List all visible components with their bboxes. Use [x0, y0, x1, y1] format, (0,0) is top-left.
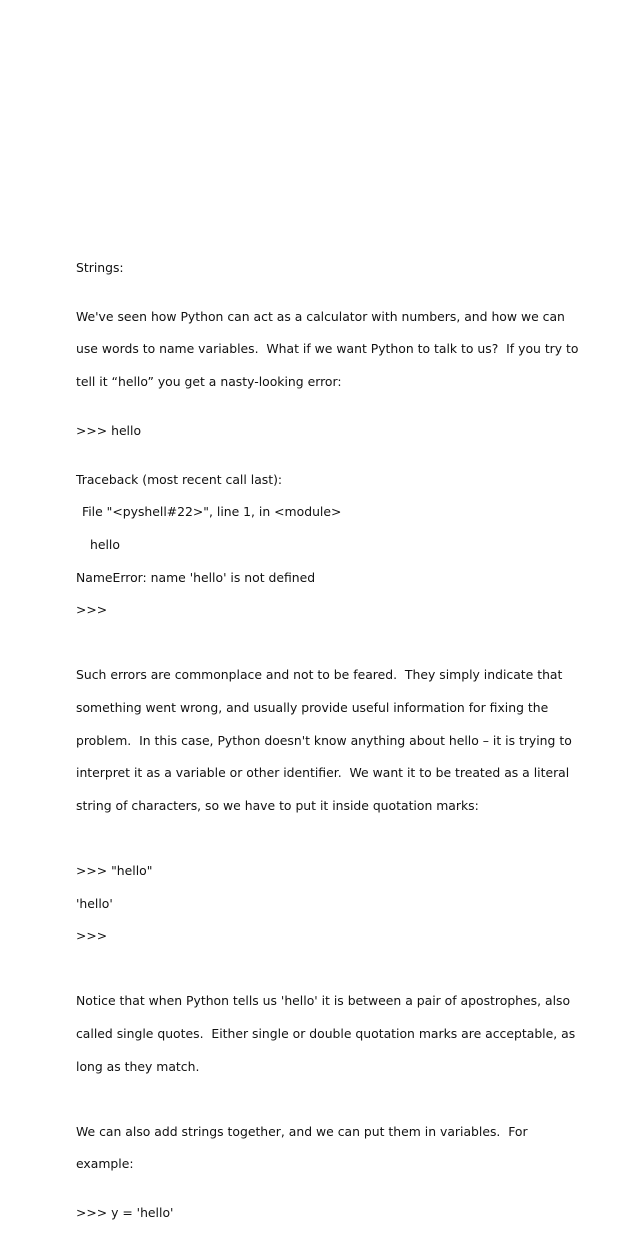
traceback-line: hello — [90, 537, 120, 553]
session-line: >>> "hello" — [76, 862, 153, 878]
intro-paragraph — [76, 293, 579, 407]
quoted-session-block — [76, 847, 572, 961]
traceback-block — [76, 456, 572, 635]
explanation-line: problem. In this case, Python doesn't know anything about hello – it is trying to — [76, 732, 572, 748]
traceback-line: NameError: name 'hello' is not defined — [76, 569, 316, 585]
notice-line: called single quotes. Either single or double quotation marks are acceptable, as — [76, 1025, 576, 1041]
session-line: 'hello' — [76, 895, 113, 911]
intro-line: tell it “hello” you get a nasty-looking error: — [76, 374, 342, 390]
strings-together-line: example: — [76, 1156, 134, 1172]
traceback-line: Traceback (most recent call last): — [76, 471, 283, 487]
explanation-line: string of characters, so we have to put it inside quotation marks: — [76, 797, 479, 813]
document-body — [76, 260, 579, 1238]
explanation-line: Such errors are commonplace and not to be feared. They simply indicate that — [76, 667, 563, 683]
section-heading: Strings: — [76, 260, 124, 275]
notice-line: long as they match. — [76, 1058, 200, 1074]
traceback-line: >>> — [76, 602, 108, 618]
session-line: >>> — [76, 928, 108, 944]
traceback-line: File "<pyshell#22>", line 1, in <module> — [82, 504, 342, 520]
notice-paragraph — [76, 977, 576, 1091]
explanation-line: something went wrong, and usually provide useful information for fixing the — [76, 700, 549, 716]
notice-line: Notice that when Python tells us 'hello' it is between a pair of apostrophes, also — [76, 993, 571, 1009]
explanation-paragraph — [76, 651, 572, 830]
code-assignment: >>> y = 'hello' — [76, 1205, 174, 1221]
intro-line: We've seen how Python can act as a calculator with numbers, and how we can — [76, 308, 565, 324]
explanation-line: interpret it as a variable or other identifier. We want it to be treated as a literal — [76, 765, 570, 781]
strings-together-line: We can also add strings together, and we can put them in variables. For — [76, 1123, 528, 1139]
code-prompt-hello: >>> hello — [76, 422, 142, 438]
intro-line: use words to name variables. What if we want Python to talk to us? If you try to — [76, 341, 579, 357]
strings-together-paragraph — [76, 1107, 572, 1188]
